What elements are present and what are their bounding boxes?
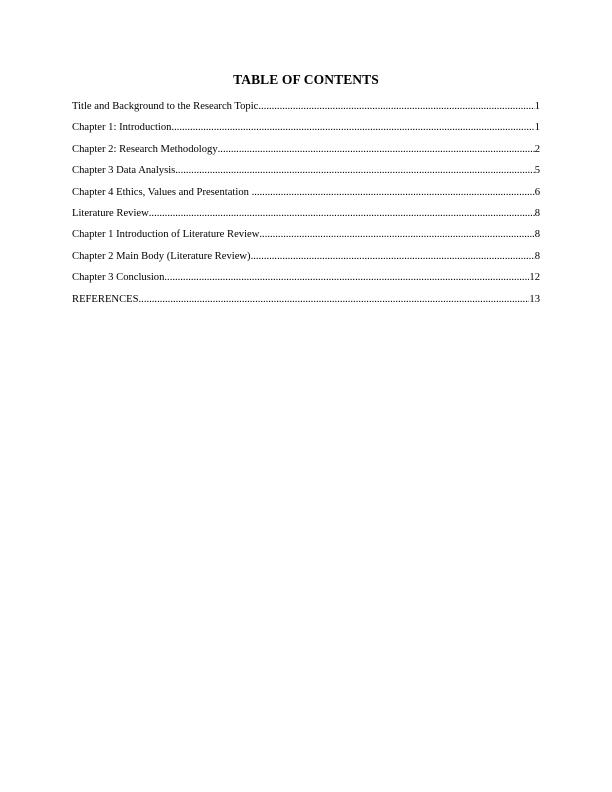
toc-entry-page-number: 13: [529, 293, 540, 305]
toc-entry[interactable]: [72, 207, 540, 228]
toc-entry-label: REFERENCES: [72, 293, 139, 305]
toc-entry-label: Literature Review: [72, 207, 149, 219]
toc-entry[interactable]: [72, 121, 540, 142]
toc-title: TABLE OF CONTENTS: [233, 72, 379, 87]
toc-dot-leader: [252, 186, 535, 199]
toc-entry[interactable]: [72, 228, 540, 249]
toc-entry-page-number: 8: [534, 207, 540, 219]
toc-entry-page-number: 2: [534, 143, 540, 155]
toc-entry[interactable]: [72, 100, 540, 121]
toc-dot-leader: [139, 293, 530, 306]
toc-entry-page-number: 1: [534, 122, 540, 134]
toc-entry-label: Chapter 4 Ethics, Values and Presentation: [72, 186, 252, 198]
toc-entry-page-number: 1: [534, 101, 540, 112]
toc-dot-leader: [175, 164, 534, 177]
toc-dot-leader: [251, 250, 535, 263]
toc-dot-leader: [171, 121, 534, 134]
toc-entry[interactable]: [72, 271, 540, 292]
toc-entry[interactable]: [72, 250, 540, 271]
toc-entry-label: Title and Background to the Research Topic: [72, 101, 259, 112]
toc-entry[interactable]: [72, 293, 540, 314]
toc-entry-page-number: 5: [534, 165, 540, 177]
toc-entry[interactable]: [72, 164, 540, 185]
toc-entry-page-number: 12: [529, 272, 540, 284]
toc-dot-leader: [149, 207, 535, 220]
toc-dot-leader: [258, 100, 534, 113]
toc-dot-leader: [259, 228, 534, 241]
toc-entry-label: Chapter 1 Introduction of Literature Review: [72, 229, 260, 241]
toc-list: [72, 100, 540, 314]
toc-dot-leader: [164, 271, 529, 284]
toc-entry-label: Chapter 2 Main Body (Literature Review): [72, 250, 251, 262]
toc-entry-label: Chapter 1: Introduction: [72, 122, 172, 134]
toc-entry-label: Chapter 2: Research Methodology: [72, 143, 218, 155]
toc-entry-page-number: 6: [534, 186, 540, 198]
toc-entry-label: Chapter 3 Data Analysis: [72, 165, 176, 177]
toc-entry-page-number: 8: [534, 250, 540, 262]
toc-entry-page-number: 8: [534, 229, 540, 241]
toc-entry-label: Chapter 3 Conclusion: [72, 272, 165, 284]
toc-entry[interactable]: [72, 143, 540, 164]
toc-dot-leader: [218, 143, 535, 156]
toc-entry[interactable]: [72, 186, 540, 207]
